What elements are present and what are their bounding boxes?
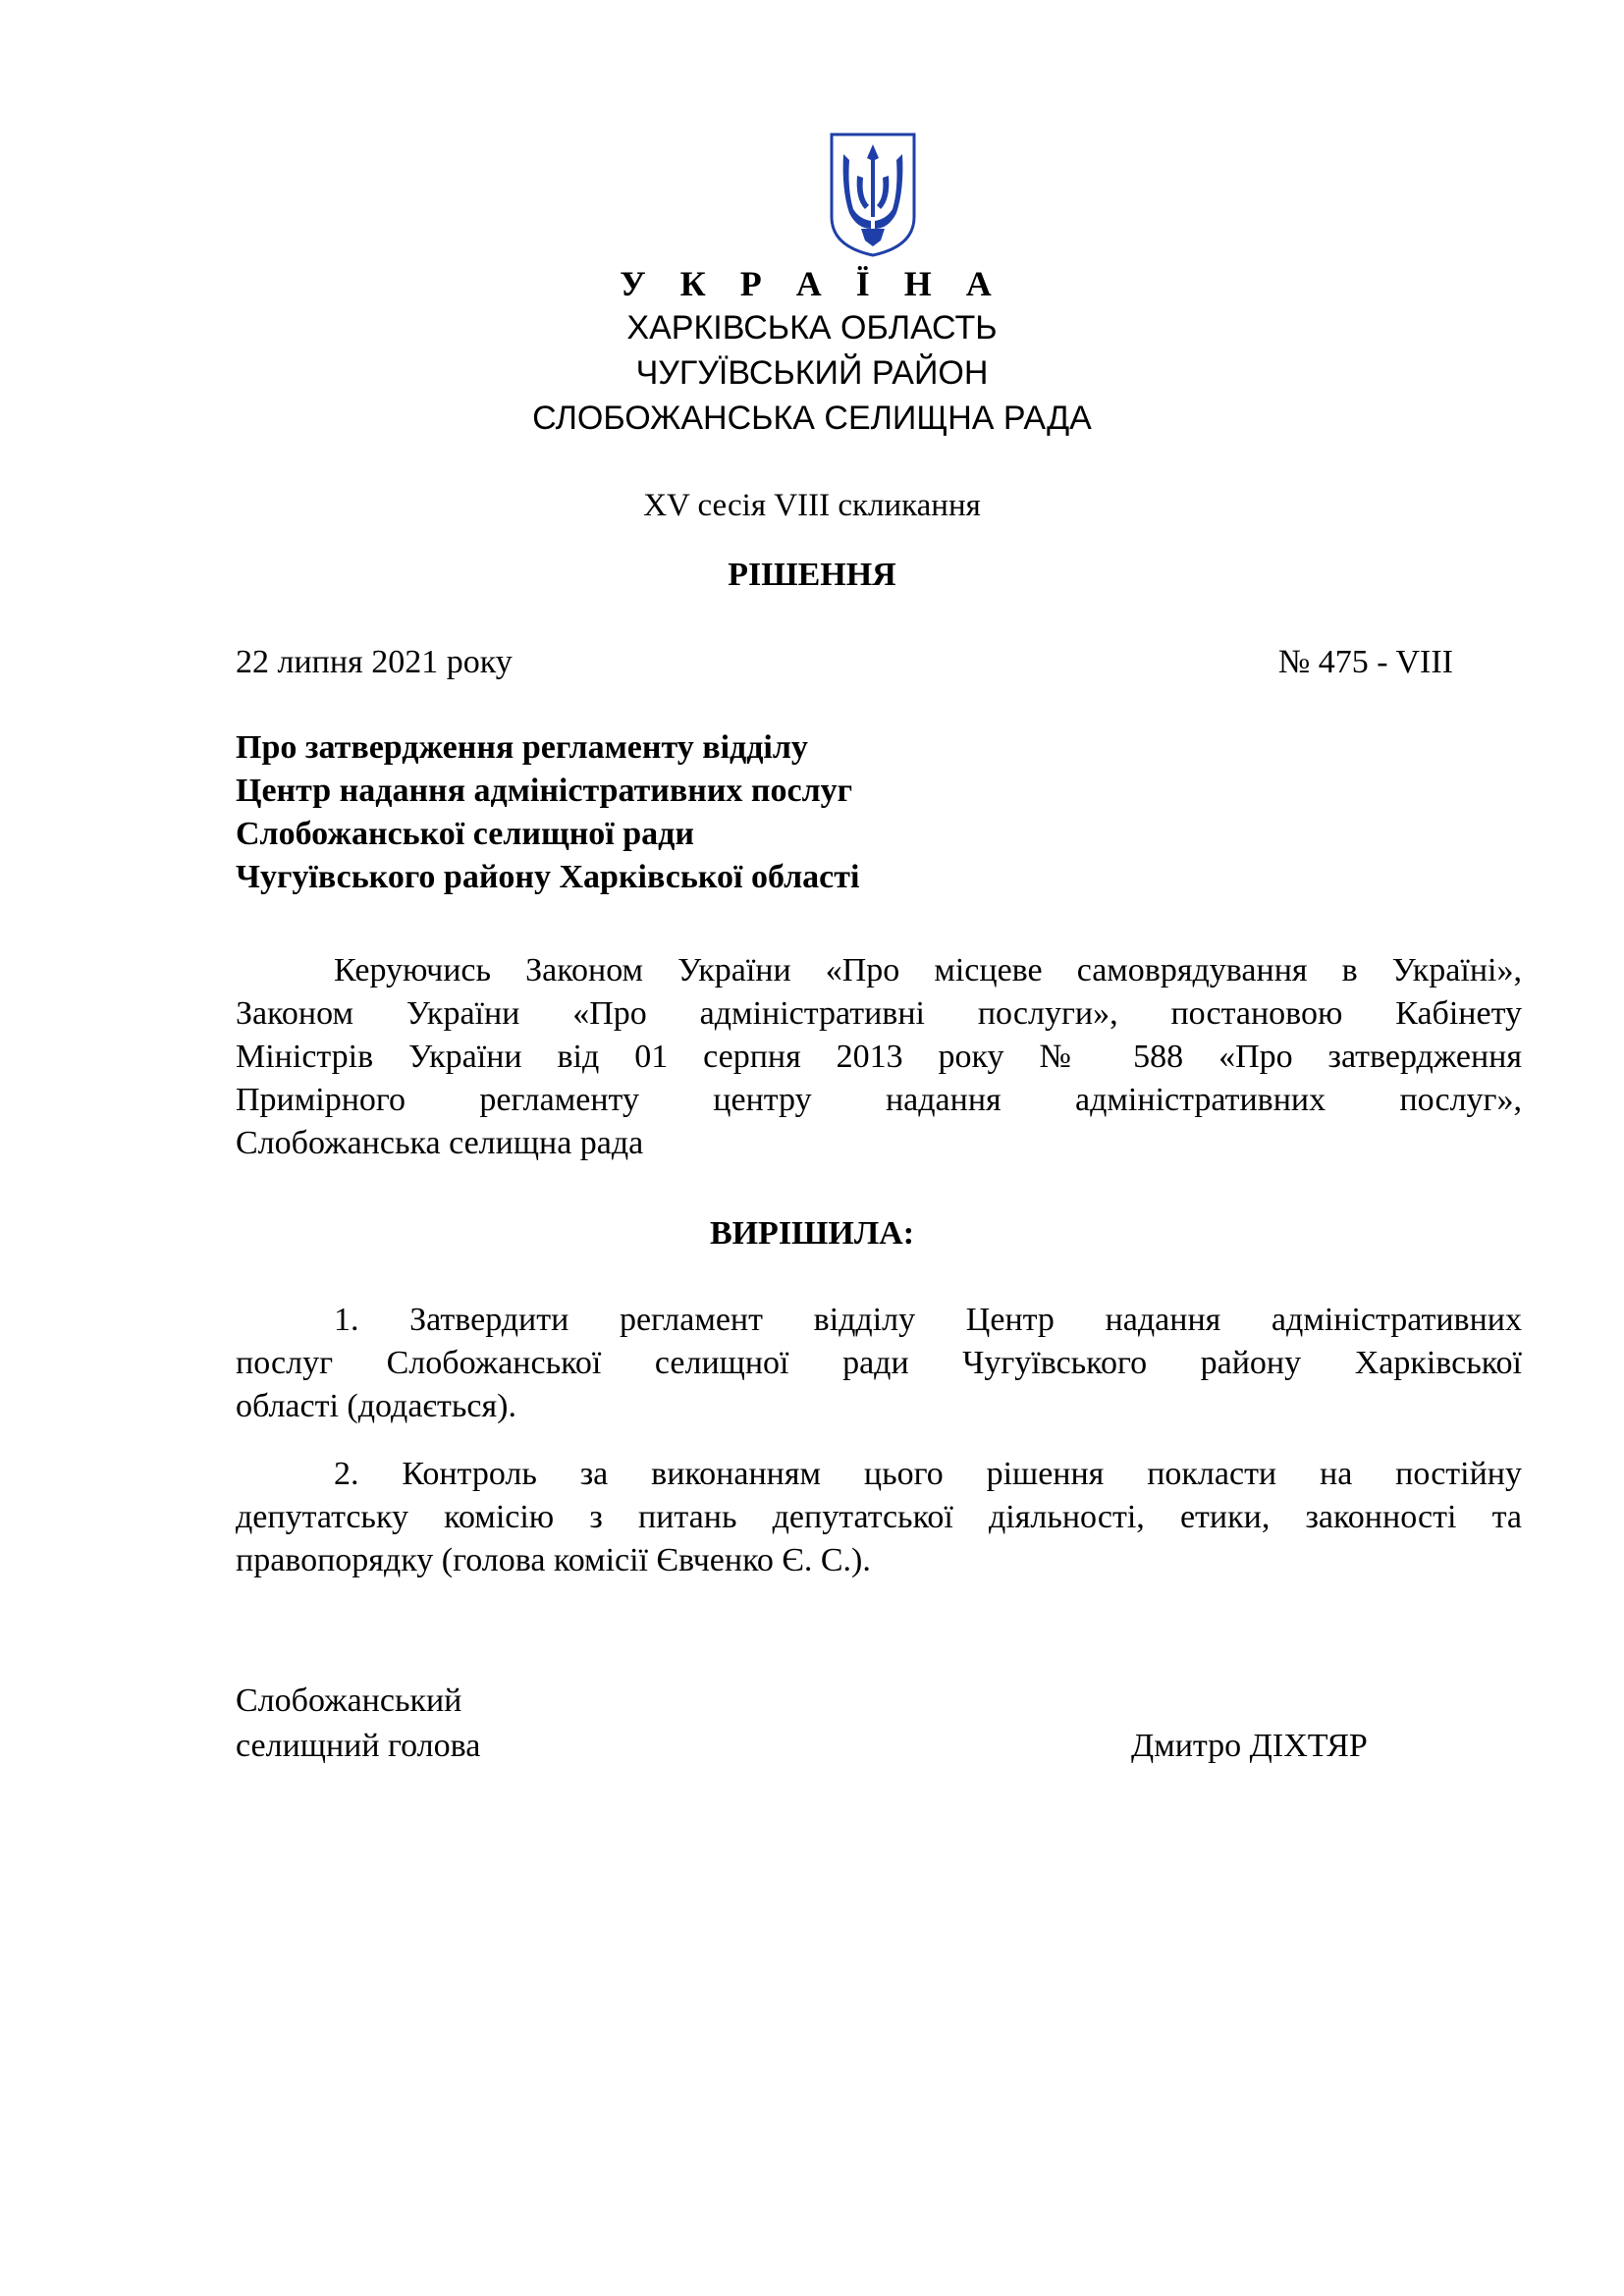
document-number: № 475 - VIII [1277, 644, 1453, 680]
document-subject [236, 726, 1119, 899]
subject-line: Слобожанської селищної ради [236, 816, 694, 852]
resolution-item-1 [236, 1299, 1522, 1428]
item-line: послуг Слобожанської селищної ради Чугуївського району Харківської [236, 1345, 1522, 1381]
item-line: області (додається). [236, 1388, 516, 1424]
country-heading: У К Р А Ї Н А [620, 264, 1004, 303]
item-line: 2. Контроль за виконанням цього рішення покласти на постійну [334, 1456, 1522, 1492]
district-heading: ЧУГУЇВСЬКИЙ РАЙОН [635, 354, 989, 392]
resolution-item-2 [236, 1453, 1522, 1582]
signatory-name: Дмитро ДІХТЯР [1131, 1728, 1368, 1764]
trident-coat-of-arms-icon [828, 131, 918, 258]
subject-line: Центр надання адміністративних послуг [236, 773, 853, 809]
preamble-line: Міністрів України від 01 серпня 2013 року № 588 «Про затвердження [236, 1039, 1522, 1075]
item-line: депутатську комісію з питань депутатської діяльності, етики, законності та [236, 1499, 1522, 1535]
item-line: 1. Затвердити регламент відділу Центр надання адміністративних [334, 1302, 1522, 1338]
preamble-line: Керуючись Законом України «Про місцеве самоврядування в Україні», [334, 952, 1522, 988]
council-heading: СЛОБОЖАНСЬКА СЕЛИЩНА РАДА [532, 400, 1092, 437]
preamble-line: Законом України «Про адміністративні послуги», постановою Кабінету [236, 995, 1522, 1032]
document-type: РІШЕННЯ [728, 557, 896, 593]
resolved-heading: ВИРІШИЛА: [709, 1215, 915, 1252]
preamble-paragraph [236, 949, 1522, 1165]
subject-line: Чугуївського району Харківської області [236, 859, 860, 895]
signatory-title [236, 1679, 480, 1769]
item-line: правопорядку (голова комісії Євченко Є. С.). [236, 1542, 871, 1578]
session-line: XV сесія VIII скликання [643, 488, 981, 523]
subject-line: Про затвердження регламенту відділу [236, 729, 808, 766]
signatory-title-line: Слобожанський [236, 1682, 462, 1719]
document-date: 22 липня 2021 року [236, 644, 513, 680]
region-heading: ХАРКІВСЬКА ОБЛАСТЬ [626, 309, 998, 347]
preamble-line: Примірного регламенту центру надання адміністративних послуг», [236, 1082, 1522, 1118]
signatory-title-line: селищний голова [236, 1728, 481, 1764]
preamble-line: Слобожанська селищна рада [236, 1125, 644, 1161]
